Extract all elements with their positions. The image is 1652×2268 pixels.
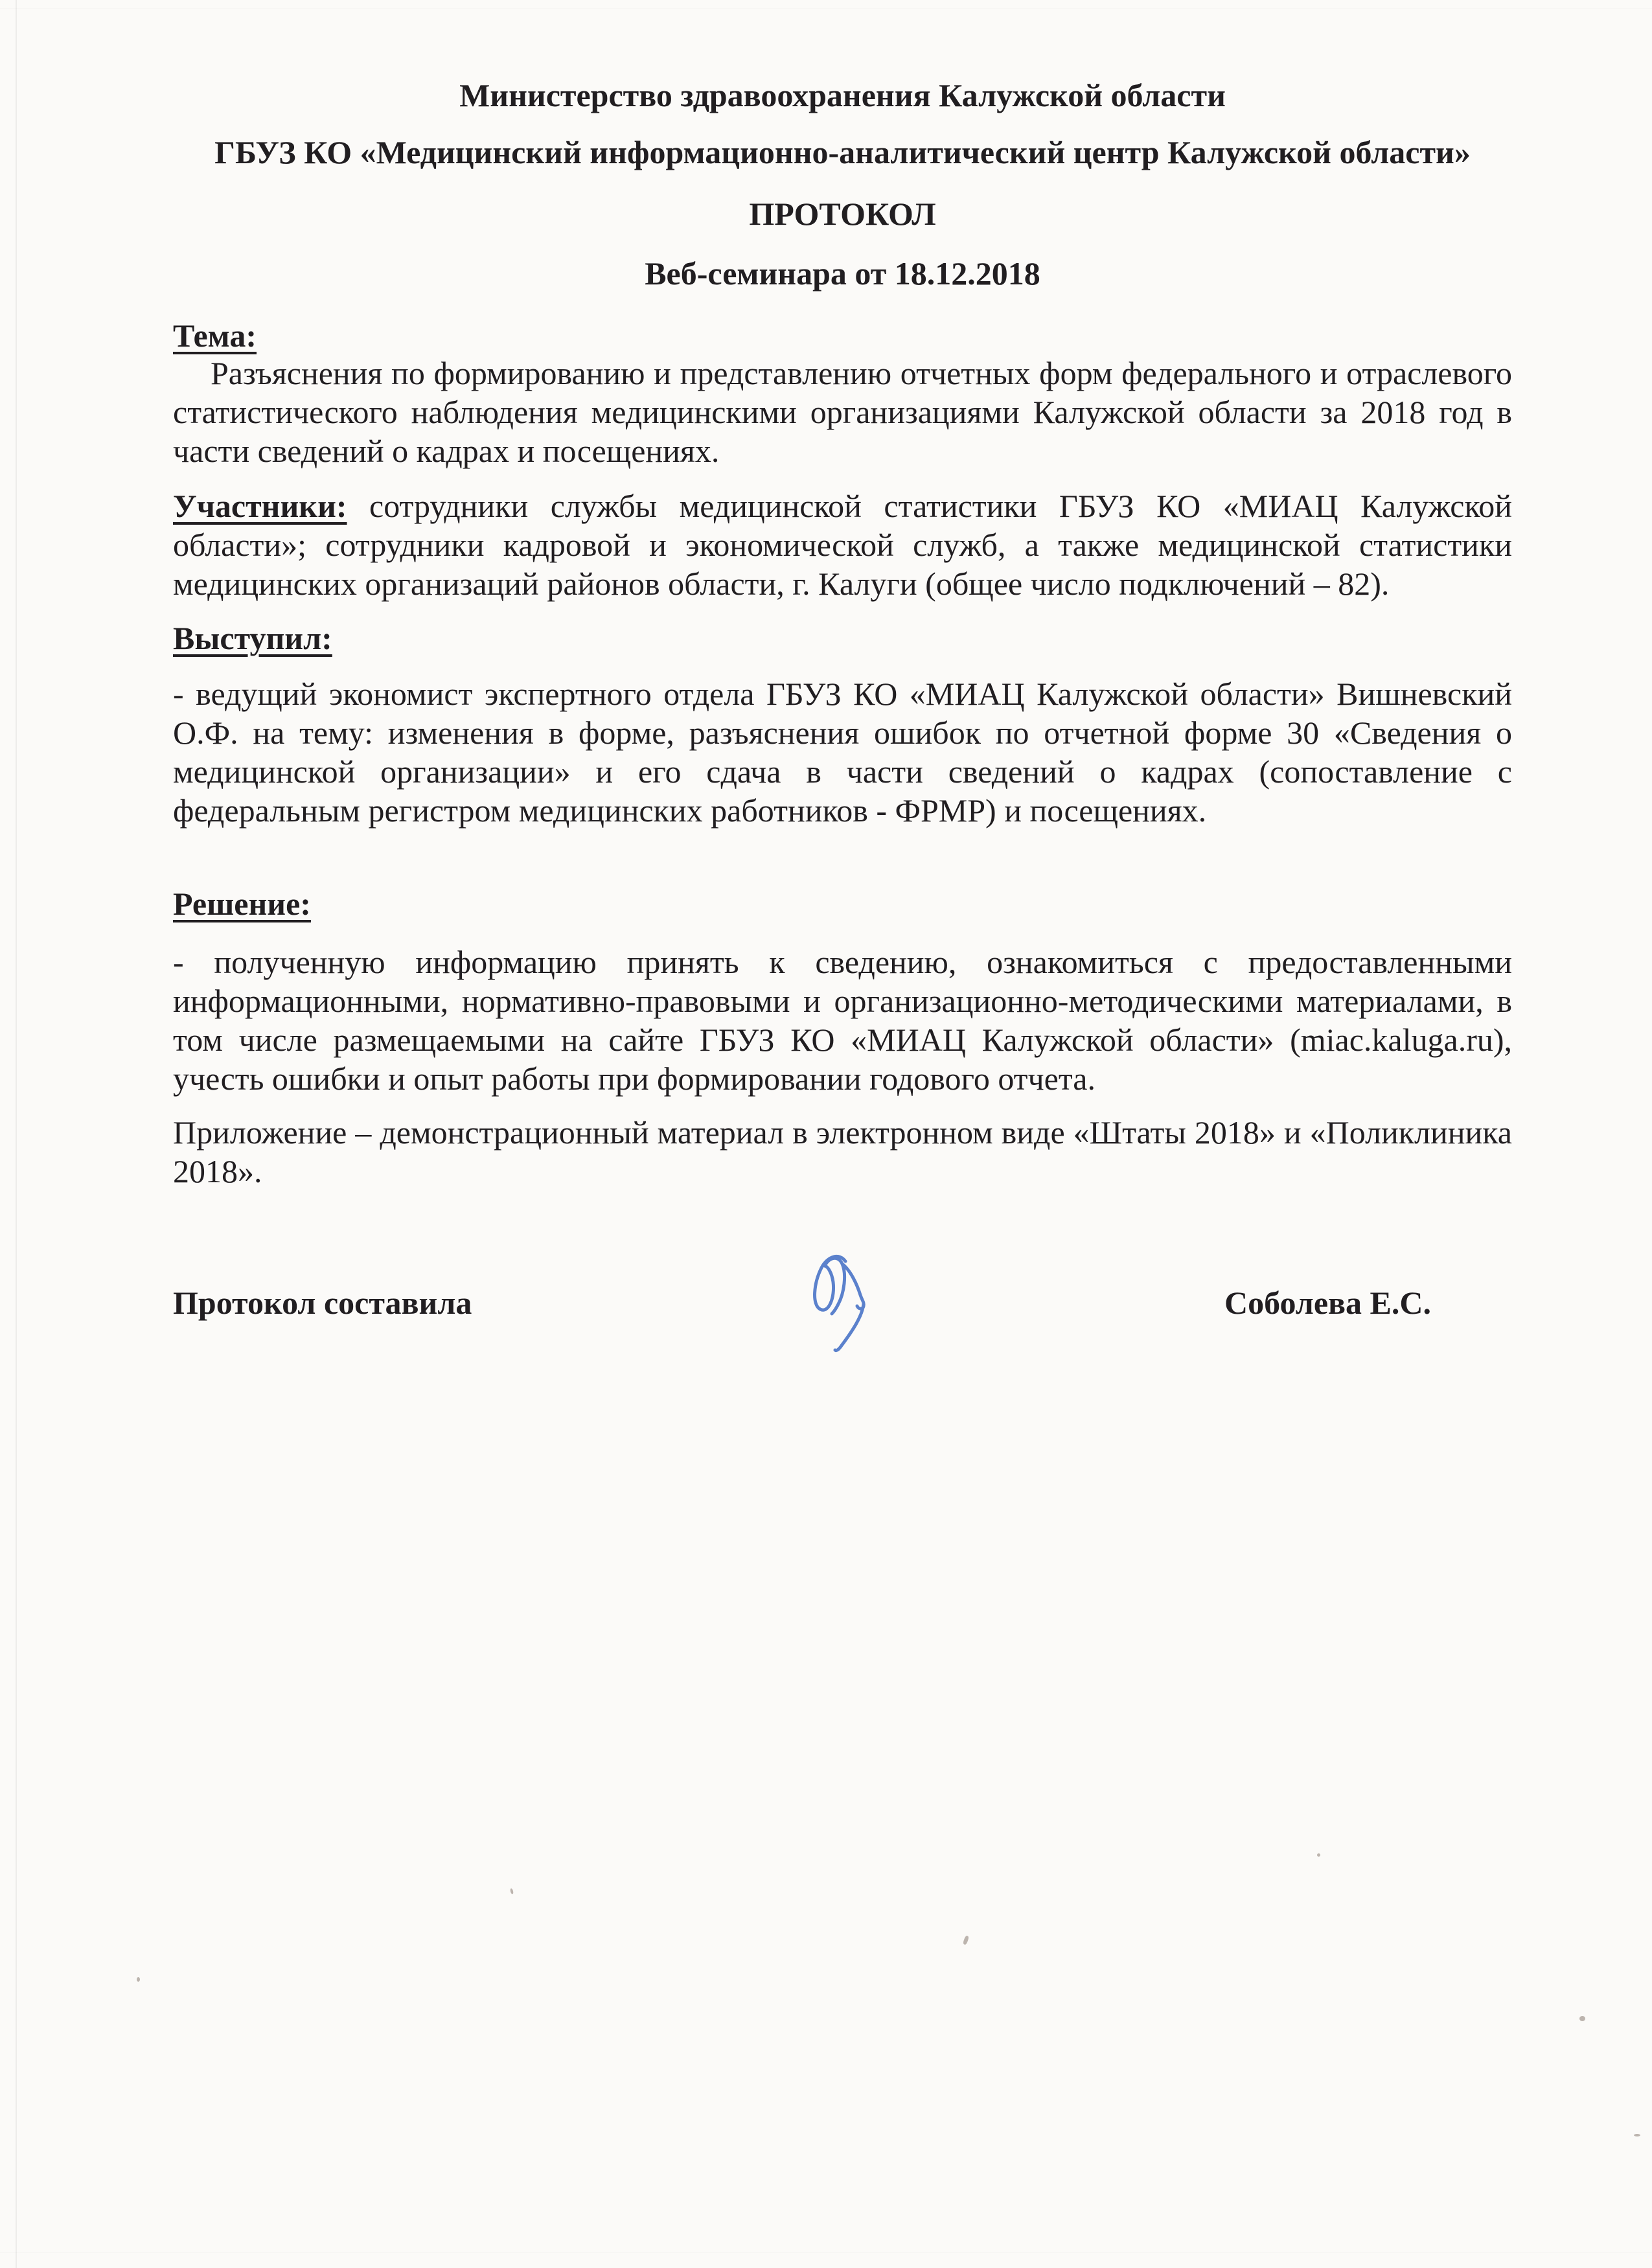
- section-heading-vystupil: [173, 619, 1512, 658]
- signature-role-label: Протокол составила: [173, 1285, 472, 1321]
- doc-type-title: ПРОТОКОЛ: [749, 196, 936, 232]
- uchastniki-body-text: сотрудники службы медицинской статистики ГБУЗ КО «МИАЦ Калужской области»; сотрудники кадровой и экономической служб, а также медицинской статистики медицинских организаций районов области, г. Калуги (общее число подключений – 82).: [173, 488, 1512, 602]
- prilozhenie-paragraph: Приложение – демонстрационный материал в электронном виде «Штаты 2018» и «Поликлиника 2018».: [173, 1114, 1512, 1189]
- ministry-header: Министерство здравоохранения Калужской области: [459, 77, 1226, 113]
- vystupil-heading-text: Выступил:: [173, 620, 332, 656]
- scan-speck: [510, 1888, 514, 1895]
- scan-speck: [1317, 1853, 1320, 1857]
- reshenie-body-paragraph: - полученную информацию принять к сведению, ознакомиться с предоставленными информационными, нормативно-правовыми и организационно-методическими материалами, в том числе размещаемыми на сайте ГБУЗ КО «МИАЦ Калужской области» (miac.kaluga.ru), учесть ошибки и опыт работы при формировании годового отчета.: [173, 944, 1512, 1097]
- scan-speck: [1579, 2016, 1585, 2021]
- uchastniki-heading-text: Участники:: [173, 488, 347, 524]
- reshenie-heading-text: Решение:: [173, 886, 311, 922]
- organization-header: ГБУЗ КО «Медицинский информационно-аналитический центр Калужской области»: [214, 134, 1471, 170]
- scan-speck: [963, 1935, 969, 1945]
- uchastniki-paragraph: [173, 487, 1512, 603]
- section-heading-tema: [173, 316, 1512, 355]
- section-heading-reshenie: [173, 884, 1512, 923]
- tema-heading-text: Тема:: [173, 317, 257, 354]
- doc-subtitle-date: Веб-семинара от 18.12.2018: [645, 255, 1040, 292]
- scan-speck: [1634, 2134, 1640, 2136]
- tema-body-paragraph: Разъяснения по формированию и представлению отчетных форм федерального и отраслевого статистического наблюдения медицинскими организациями Калужской области за 2018 год в части сведений о кадрах и посещениях.: [173, 355, 1512, 469]
- scan-speck: [137, 1977, 140, 1982]
- scan-edge-left: [16, 0, 17, 2268]
- handwritten-signature-scribble: [805, 1252, 882, 1362]
- vystupil-body-paragraph: - ведущий экономист экспертного отдела ГБУЗ КО «МИАЦ Калужской области» Вишневский О.Ф. на тему: изменения в форме, разъяснения ошибок по отчетной форме 30 «Сведения о медицинской организации» и его сдача в части сведений о кадрах (сопоставление с федеральным регистром медицинских работников - ФРМР) и посещениях.: [173, 676, 1512, 829]
- signature-name-label: Соболева Е.С.: [1224, 1285, 1431, 1321]
